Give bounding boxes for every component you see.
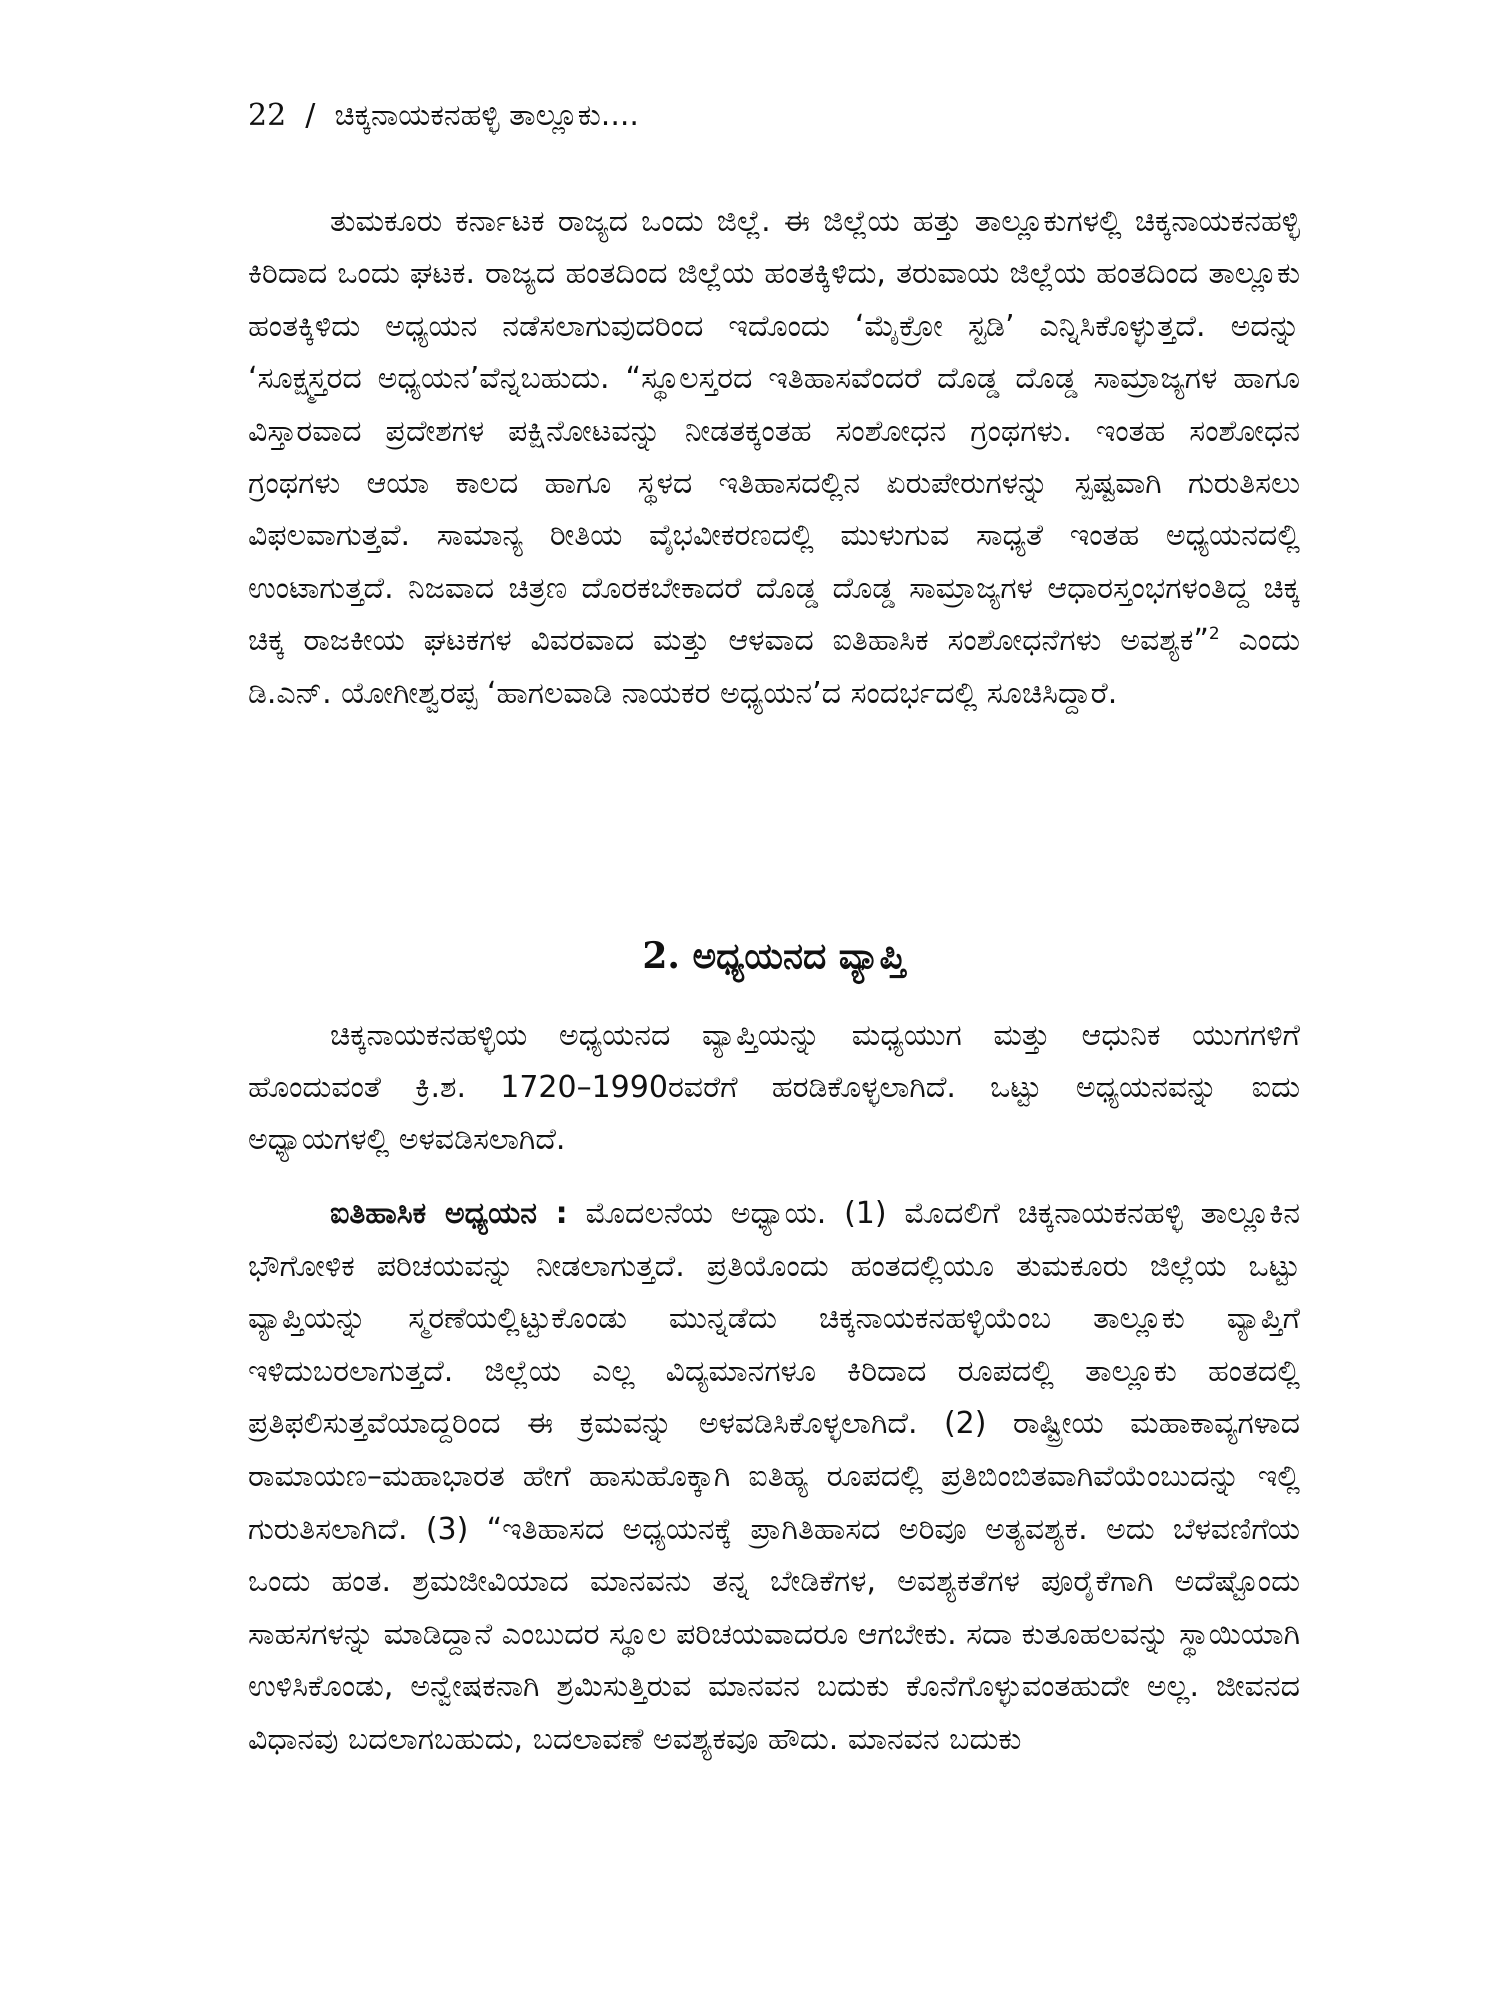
running-head	[248, 96, 1298, 136]
paragraph-lead-term: ಐತಿಹಾಸಿಕ ಅಧ್ಯಯನ :	[330, 1196, 568, 1231]
paragraph-scope: ಚಿಕ್ಕನಾಯಕನಹಳ್ಳಿಯ ಅಧ್ಯಯನದ ವ್ಯಾಪ್ತಿಯನ್ನು ಮಧ್ಯಯುಗ ಮತ್ತು ಆಧುನಿಕ ಯುಗಗಳಿಗೆ ಹೊಂದುವಂತೆ ಕ್ರಿ.ಶ. 1720–1990ರವರೆಗೆ ಹರಡಿಕೊಳ್ಳಲಾಗಿದೆ. ಒಟ್ಟು ಅಧ್ಯಯನವನ್ನು ಐದು ಅಧ್ಯಾಯಗಳಲ್ಲಿ ಅಳವಡಿಸಲಾಗಿದೆ.	[248, 1018, 1300, 1157]
page-number: 22	[248, 98, 287, 133]
paragraph-intro-text: ತುಮಕೂರು ಕರ್ನಾಟಕ ರಾಜ್ಯದ ಒಂದು ಜಿಲ್ಲೆ. ಈ ಜಿಲ್ಲೆಯ ಹತ್ತು ತಾಲ್ಲೂಕುಗಳಲ್ಲಿ ಚಿಕ್ಕನಾಯಕನಹಳ್ಳಿ ಕಿರಿದಾದ ಒಂದು ಘಟಕ. ರಾಜ್ಯದ ಹಂತದಿಂದ ಜಿಲ್ಲೆಯ ಹಂತಕ್ಕಿಳಿದು, ತರುವಾಯ ಜಿಲ್ಲೆಯ ಹಂತದಿಂದ ತಾಲ್ಲೂಕು ಹಂತಕ್ಕಿಳಿದು ಅಧ್ಯಯನ ನಡೆಸಲಾಗುವುದರಿಂದ ಇದೊಂದು ‘ಮೈಕ್ರೋ ಸ್ಟಡಿ’ ಎನ್ನಿಸಿಕೊಳ್ಳುತ್ತದೆ. ಅದನ್ನು ‘ಸೂಕ್ಷ್ಮಸ್ತರದ ಅಧ್ಯಯನ’ವೆನ್ನಬಹುದು. “ಸ್ಥೂಲಸ್ತರದ ಇತಿಹಾಸವೆಂದರೆ ದೊಡ್ಡ ದೊಡ್ಡ ಸಾಮ್ರಾಜ್ಯಗಳ ಹಾಗೂ ವಿಸ್ತಾರವಾದ ಪ್ರದೇಶಗಳ ಪಕ್ಷಿನೋಟವನ್ನು ನೀಡತಕ್ಕಂತಹ ಸಂಶೋಧನ ಗ್ರಂಥಗಳು. ಇಂತಹ ಸಂಶೋಧನ ಗ್ರಂಥಗಳು ಆಯಾ ಕಾಲದ ಹಾಗೂ ಸ್ಥಳದ ಇತಿಹಾಸದಲ್ಲಿನ ಏರುಪೇರುಗಳನ್ನು ಸ್ಪಷ್ಟವಾಗಿ ಗುರುತಿಸಲು ವಿಫಲವಾಗುತ್ತವೆ. ಸಾಮಾನ್ಯ ರೀತಿಯ ವೈಭವೀಕರಣದಲ್ಲಿ ಮುಳುಗುವ ಸಾಧ್ಯತೆ ಇಂತಹ ಅಧ್ಯಯನದಲ್ಲಿ ಉಂಟಾಗುತ್ತದೆ. ನಿಜವಾದ ಚಿತ್ರಣ ದೊರಕಬೇಕಾದರೆ ದೊಡ್ಡ ದೊಡ್ಡ ಸಾಮ್ರಾಜ್ಯಗಳ ಆಧಾರಸ್ತಂಭಗಳಂತಿದ್ದ ಚಿಕ್ಕ ಚಿಕ್ಕ ರಾಜಕೀಯ ಘಟಕಗಳ ವಿವರವಾದ ಮತ್ತು ಆಳವಾದ ಐತಿಹಾಸಿಕ ಸಂಶೋಧನೆಗಳು ಅವಶ್ಯಕ”	[248, 204, 1300, 659]
section-number: 2.	[642, 935, 680, 977]
section-title: ಅಧ್ಯಯನದ ವ್ಯಾಪ್ತಿ	[692, 936, 906, 977]
running-head-separator: /	[305, 98, 316, 133]
paragraph-intro	[248, 196, 1300, 720]
footnote-marker: 2	[1208, 624, 1220, 645]
paragraph-historical-study	[248, 1188, 1300, 1767]
paragraph-historical-study-text: ಮೊದಲನೆಯ ಅಧ್ಯಾಯ. (1) ಮೊದಲಿಗೆ ಚಿಕ್ಕನಾಯಕನಹಳ್ಳಿ ತಾಲ್ಲೂಕಿನ ಭೌಗೋಳಿಕ ಪರಿಚಯವನ್ನು ನೀಡಲಾಗುತ್ತದೆ. ಪ್ರತಿಯೊಂದು ಹಂತದಲ್ಲಿಯೂ ತುಮಕೂರು ಜಿಲ್ಲೆಯ ಒಟ್ಟು ವ್ಯಾಪ್ತಿಯನ್ನು ಸ್ಮರಣೆಯಲ್ಲಿಟ್ಟುಕೊಂಡು ಮುನ್ನಡೆದು ಚಿಕ್ಕನಾಯಕನಹಳ್ಳಿಯೆಂಬ ತಾಲ್ಲೂಕು ವ್ಯಾಪ್ತಿಗೆ ಇಳಿದುಬರಲಾಗುತ್ತದೆ. ಜಿಲ್ಲೆಯ ಎಲ್ಲ ವಿದ್ಯಮಾನಗಳೂ ಕಿರಿದಾದ ರೂಪದಲ್ಲಿ ತಾಲ್ಲೂಕು ಹಂತದಲ್ಲಿ ಪ್ರತಿಫಲಿಸುತ್ತವೆಯಾದ್ದರಿಂದ ಈ ಕ್ರಮವನ್ನು ಅಳವಡಿಸಿಕೊಳ್ಳಲಾಗಿದೆ. (2) ರಾಷ್ಟ್ರೀಯ ಮಹಾಕಾವ್ಯಗಳಾದ ರಾಮಾಯಣ–ಮಹಾಭಾರತ ಹೇಗೆ ಹಾಸುಹೊಕ್ಕಾಗಿ ಐತಿಹ್ಯ ರೂಪದಲ್ಲಿ ಪ್ರತಿಬಿಂಬಿತವಾಗಿವೆಯೆಂಬುದನ್ನು ಇಲ್ಲಿ ಗುರುತಿಸಲಾಗಿದೆ. (3) “ಇತಿಹಾಸದ ಅಧ್ಯಯನಕ್ಕೆ ಪ್ರಾಗಿತಿಹಾಸದ ಅರಿವೂ ಅತ್ಯವಶ್ಯಕ. ಅದು ಬೆಳವಣಿಗೆಯ ಒಂದು ಹಂತ. ಶ್ರಮಜೀವಿಯಾದ ಮಾನವನು ತನ್ನ ಬೇಡಿಕೆಗಳ, ಅವಶ್ಯಕತೆಗಳ ಪೂರೈಕೆಗಾಗಿ ಅದೆಷ್ಟೊಂದು ಸಾಹಸಗಳನ್ನು ಮಾಡಿದ್ದಾನೆ ಎಂಬುದರ ಸ್ಥೂಲ ಪರಿಚಯವಾದರೂ ಆಗಬೇಕು. ಸದಾ ಕುತೂಹಲವನ್ನು ಸ್ಥಾಯಿಯಾಗಿ ಉಳಿಸಿಕೊಂಡು, ಅನ್ವೇಷಕನಾಗಿ ಶ್ರಮಿಸುತ್ತಿರುವ ಮಾನವನ ಬದುಕು ಕೊನೆಗೊಳ್ಳುವಂತಹುದೇ ಅಲ್ಲ. ಜೀವನದ ವಿಧಾನವು ಬದಲಾಗಬಹುದು, ಬದಲಾವಣೆ ಅವಶ್ಯಕವೂ ಹೌದು. ಮಾನವನ ಬದುಕು	[248, 1196, 1301, 1757]
paragraph-intro-text-end: ಎಂದು ಡಿ.ಎನ್. ಯೋಗೀಶ್ವರಪ್ಪ ‘ಹಾಗಲವಾಡಿ ನಾಯಕರ ಅಧ್ಯಯನ’ದ ಸಂದರ್ಭದಲ್ಲಿ ಸೂಚಿಸಿದ್ದಾರೆ.	[248, 623, 1300, 711]
running-head-title: ಚಿಕ್ಕನಾಯಕನಹಳ್ಳಿ ತಾಲ್ಲೂಕು....	[334, 98, 639, 133]
section-heading	[248, 930, 1300, 983]
